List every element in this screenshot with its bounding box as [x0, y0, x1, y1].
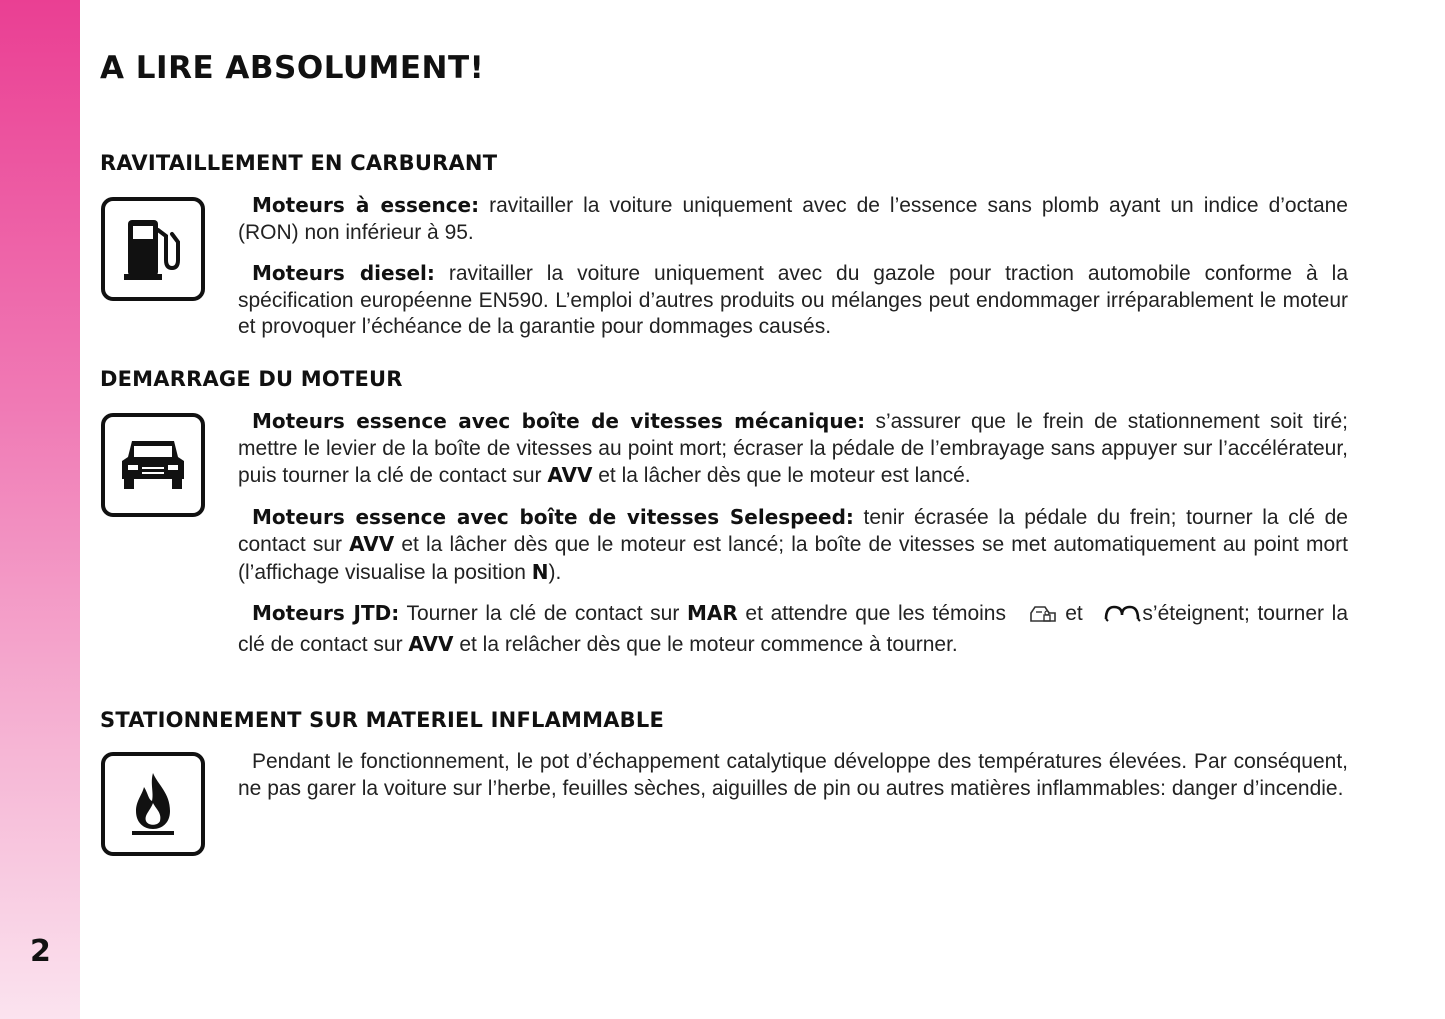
text-manual-a: s’assurer que le frein de stationnement soit tiré; mettre le levier de la boîte de vitesses au point mort; écraser la pédale de l’embrayage sans appuyer sur l’accélérateur, puis tourner la clé de contact sur: [238, 410, 1349, 487]
key-position-avv: AVV: [547, 463, 593, 487]
lead-jtd: Moteurs JTD:: [252, 601, 400, 625]
paragraph-parking: Pendant le fonctionnement, le pot d’échappement catalytique développe des températures élevées. Par conséquent, ne pas garer la voiture sur l’herbe, feuilles sèches, aiguilles de pin ou autres matières inflammables: danger d’incendie.: [238, 750, 1348, 800]
fuel-text-block: [238, 192, 1348, 355]
text-petrol: ravitailler la voiture uniquement avec de l’essence sans plomb ayant un indice d’octane (RON) non inférieur à 95.: [238, 194, 1348, 244]
section-heading-start: DEMARRAGE DU MOTEUR: [100, 367, 403, 391]
paragraph-manual: [238, 408, 1348, 490]
side-color-bar: [0, 0, 80, 1019]
parking-text-block: [238, 749, 1348, 816]
key-position-avv: AVV: [408, 631, 454, 656]
page-number: 2: [30, 934, 51, 969]
text-jtd-c: et: [1057, 602, 1091, 625]
flame-icon: [101, 752, 205, 856]
text-jtd-a: Tourner la clé de contact sur: [399, 602, 687, 625]
lead-diesel: Moteurs diesel:: [252, 261, 435, 285]
text-jtd-b: et attendre que les témoins: [737, 602, 1014, 625]
text-selespeed-a: tenir écrasée la pédale du frein; tourner la clé de contact sur: [238, 505, 1348, 556]
paragraph-selespeed: [238, 504, 1348, 587]
fuel-pump-icon: [101, 197, 205, 301]
text-diesel: ravitailler la voiture uniquement avec du gazole pour traction automobile conforme à la spécification européenne EN590. L’emploi d’autres produits ou mélanges peut endommager irréparablement le moteur et provoquer l’échéance de la garantie pour dommages causés.: [238, 262, 1348, 338]
page-title: A LIRE ABSOLUMENT!: [100, 50, 485, 86]
lead-petrol: Moteurs à essence:: [252, 193, 480, 217]
section-heading-parking: STATIONNEMENT SUR MATERIEL INFLAMMABLE: [100, 708, 664, 732]
key-position-avv: AVV: [349, 532, 395, 556]
paragraph-jtd: [238, 600, 1348, 658]
gear-position-n: N: [531, 559, 549, 584]
immobilizer-warning-icon: [1014, 603, 1058, 631]
paragraph-diesel: [238, 260, 1348, 341]
lead-selespeed: Moteurs essence avec boîte de vitesses Selespeed:: [252, 504, 854, 529]
paragraph-petrol: [238, 192, 1348, 246]
car-icon: [101, 413, 205, 517]
lead-manual: Moteurs essence avec boîte de vitesses mécanique:: [252, 409, 866, 433]
section-heading-fuel: RAVITAILLEMENT EN CARBURANT: [100, 151, 498, 175]
text-selespeed-b: et la lâcher dès que le moteur est lancé; la boîte de vitesses se met automatiquement au point mort (l’affichage visualise la position: [238, 533, 1348, 584]
key-position-mar: MAR: [686, 601, 738, 625]
start-text-block: [238, 408, 1348, 672]
text-selespeed-c: ).: [548, 560, 562, 584]
text-jtd-d: s’éteignent; tourner la clé de contact sur: [238, 602, 1348, 656]
text-jtd-e: et la relâcher dès que le moteur commence à tourner.: [453, 632, 958, 656]
text-manual-b: et la lâcher dès que le moteur est lancé.: [592, 464, 971, 487]
glow-plug-icon: [1090, 603, 1142, 631]
